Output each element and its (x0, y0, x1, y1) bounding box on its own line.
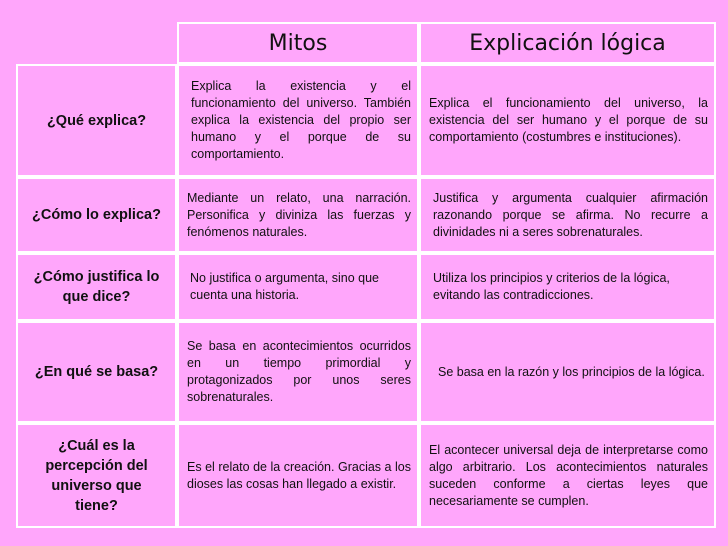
row-3-question-text: ¿Cómo justifica lo que dice? (33, 269, 160, 305)
row-3-logica-text: Utiliza los principios y criterios de la lógica, evitando las contradicciones. (433, 271, 670, 302)
row-5-question-text: ¿Cuál es la percepción del universo que tiene? (45, 437, 148, 514)
row-5-mitos (177, 423, 419, 528)
header-explicacion-logica (419, 22, 716, 64)
row-1-mitos (177, 64, 419, 177)
row-3-question (16, 253, 177, 321)
row-2-logica (419, 177, 716, 253)
row-5-mitos-text: Es el relato de la creación. Gracias a los dioses las cosas han llegado a existir. (187, 459, 411, 491)
row-5-question (16, 423, 177, 528)
row-2-mitos (177, 177, 419, 253)
row-5-logica-text: El acontecer universal deja de interpretarse como algo arbitrario. Los acontecimientos naturales suceden conforme a ciertas leyes que necesariamente se cumplen. (429, 442, 708, 508)
row-5-logica (419, 423, 716, 528)
row-3-mitos (177, 253, 419, 321)
header-mitos (177, 22, 419, 64)
row-2-question-text: ¿Cómo lo explica? (32, 207, 161, 223)
row-4-question-text: ¿En qué se basa? (34, 364, 159, 380)
row-1-logica (419, 64, 716, 177)
row-1-mitos-text: Explica la existencia y el funcionamiento del universo. También explica la existencia del propio ser humano y el porque de su comportamiento. (191, 79, 411, 161)
row-4-logica-text: Se basa en la razón y los principios de la lógica. (438, 364, 705, 379)
row-1-logica-text: Explica el funcionamiento del universo, la existencia del ser humano y el porque de su comportamiento (costumbres e instituciones). (429, 96, 708, 144)
row-2-mitos-text: Mediante un relato, una narración. Personifica y diviniza las fuerzas y fenómenos naturales. (187, 190, 411, 239)
row-4-logica (419, 321, 716, 423)
row-4-mitos (177, 321, 419, 423)
row-2-logica-text: Justifica y argumenta cualquier afirmación razonando porque se afirma. No recurre a divinidades ni a seres sobrenaturales. (433, 190, 708, 239)
row-3-mitos-text: No justifica o argumenta, sino que cuenta una historia. (190, 271, 379, 302)
row-3-logica (419, 253, 716, 321)
row-4-question (16, 321, 177, 423)
header-explicacion-logica-label: Explicación lógica (469, 30, 666, 56)
row-1-question-text: ¿Qué explica? (46, 112, 147, 129)
header-mitos-label: Mitos (268, 30, 328, 56)
row-4-mitos-text: Se basa en acontecimientos ocurridos en un tiempo primordial y protagonizados por unos seres sobrenaturales. (187, 339, 411, 404)
row-2-question (16, 177, 177, 253)
row-1-question (16, 64, 177, 177)
